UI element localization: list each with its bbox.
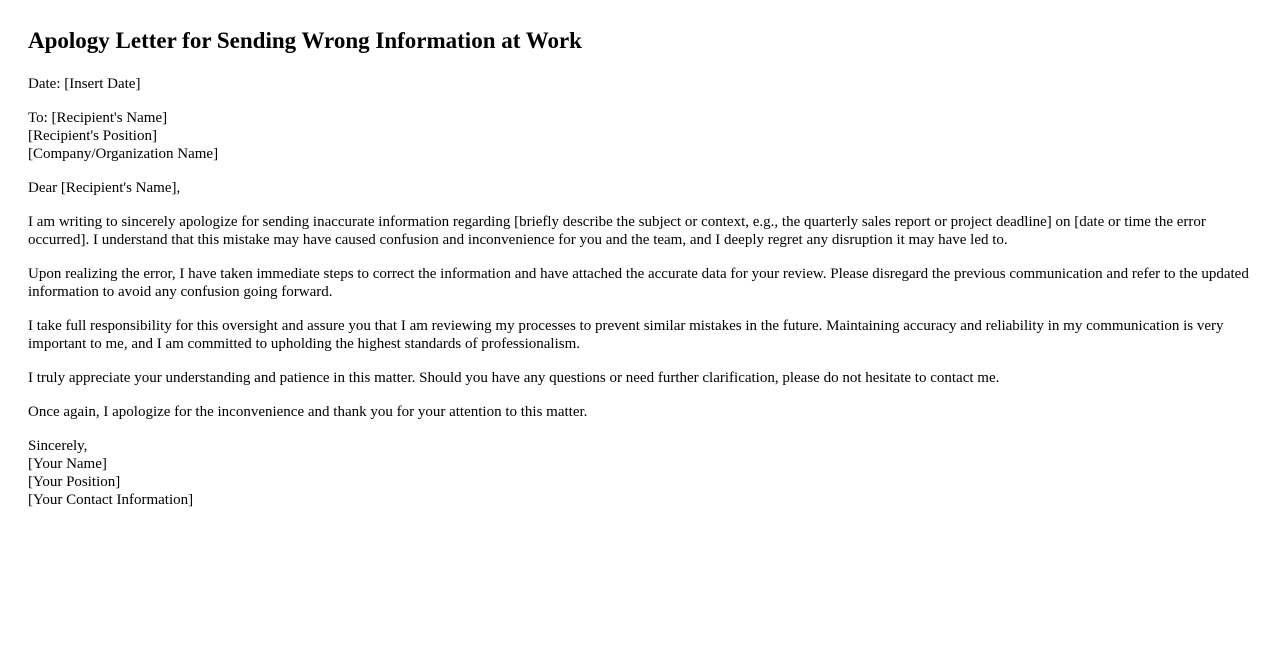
sender-name: [Your Name] bbox=[28, 456, 107, 472]
body-paragraph-3: I take full responsibility for this oversight and assure you that I am reviewing my processes to prevent similar mistakes in the future. Maintaining accuracy and reliability in my communication is very important to me, and I am committed to upholding the highest standards of professionalism. bbox=[28, 318, 1224, 352]
body-paragraph-5: Once again, I apologize for the inconvenience and thank you for your attention to this matter. bbox=[28, 404, 588, 420]
recipient-block bbox=[28, 109, 1253, 163]
closing-block bbox=[28, 437, 1253, 509]
date-line: Date: [Insert Date] bbox=[28, 76, 141, 92]
sender-position: [Your Position] bbox=[28, 474, 121, 490]
body-paragraph-1: I am writing to sincerely apologize for sending inaccurate information regarding [briefly describe the subject or context, e.g., the quarterly sales report or project deadline] on [date or time the error occurred]. I understand that this mistake may have caused confusion and inconvenience for you and the team, and I deeply regret any disruption it may have led to. bbox=[28, 214, 1206, 248]
recipient-position: [Recipient's Position] bbox=[28, 128, 157, 144]
body-paragraph-4: I truly appreciate your understanding and patience in this matter. Should you have any questions or need further clarification, please do not hesitate to contact me. bbox=[28, 370, 1000, 386]
recipient-name: To: [Recipient's Name] bbox=[28, 110, 168, 126]
sign-off: Sincerely, bbox=[28, 438, 88, 454]
sender-contact: [Your Contact Information] bbox=[28, 492, 194, 508]
recipient-company: [Company/Organization Name] bbox=[28, 146, 219, 162]
salutation: Dear [Recipient's Name], bbox=[28, 180, 181, 196]
letter-title: Apology Letter for Sending Wrong Information at Work bbox=[28, 28, 582, 53]
body-paragraph-2: Upon realizing the error, I have taken immediate steps to correct the information and have attached the accurate data for your review. Please disregard the previous communication and refer to the updated information to avoid any confusion going forward. bbox=[28, 266, 1249, 300]
